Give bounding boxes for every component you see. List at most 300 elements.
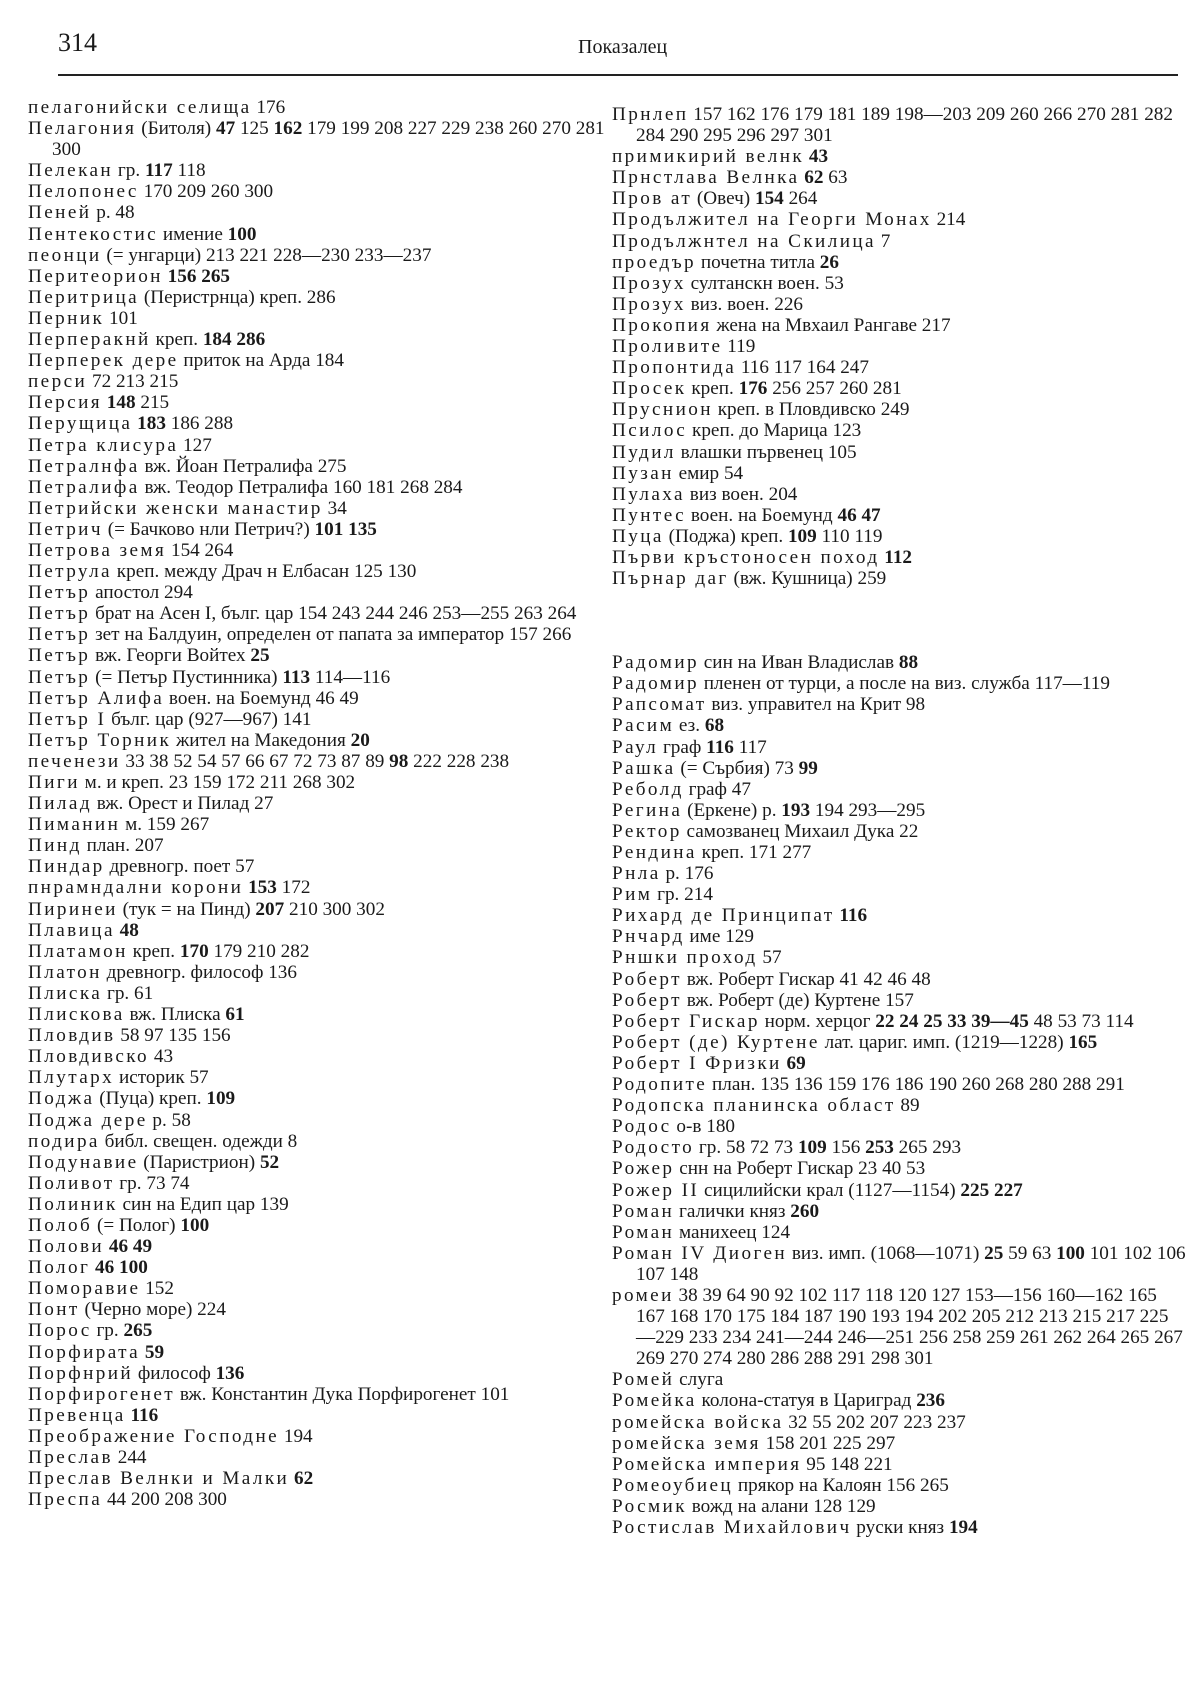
- entry-headword: перси: [28, 371, 88, 393]
- entry-references: 46 49: [108, 1236, 153, 1258]
- entry-references: 153 172: [248, 877, 311, 899]
- entry-headword: Подунавие: [28, 1151, 139, 1173]
- index-entry: [612, 884, 1187, 905]
- entry-references: 34: [322, 497, 347, 519]
- index-entry: [28, 224, 608, 245]
- index-entry: [28, 371, 608, 392]
- entry-references: султанскн воен. 53: [685, 272, 844, 294]
- index-entry: [612, 336, 1187, 357]
- entry-headword: Проливите: [612, 336, 723, 358]
- entry-references: бълг. цар (927—967) 141: [106, 708, 312, 730]
- index-entry: [28, 1363, 608, 1384]
- entry-references: креп. 184 286: [150, 329, 266, 351]
- entry-headword: Ректор: [612, 820, 682, 842]
- entry-references: брат на Асен I, бълг. цар 154 243 244 246 253—255 263 264: [90, 603, 577, 625]
- entry-headword: Пловдивско: [28, 1046, 150, 1068]
- entry-headword: Перитеорион: [28, 265, 163, 287]
- entry-references: (вж. Кушница) 259: [728, 568, 887, 590]
- entry-references: 119: [722, 336, 756, 358]
- entry-headword: Петрова земя: [28, 539, 167, 561]
- entry-references: историк 57: [114, 1067, 209, 1089]
- index-entry: [28, 1004, 608, 1025]
- entry-headword: Порос: [28, 1320, 92, 1342]
- entry-headword: Преспа: [28, 1489, 103, 1511]
- entry-headword: Рнла: [612, 863, 661, 885]
- entry-headword: Прозух: [612, 293, 686, 315]
- entry-references: р. 176: [660, 863, 714, 885]
- entry-references: 57: [757, 947, 782, 969]
- entry-references: креп. 171 277: [696, 842, 812, 863]
- index-entry: [612, 209, 1187, 230]
- index-entry: [612, 715, 1187, 736]
- index-entry: [612, 378, 1187, 399]
- entry-headword: Порфирата: [28, 1341, 141, 1363]
- index-entry: [28, 688, 608, 709]
- entry-references: 43: [149, 1046, 174, 1068]
- entry-headword: пнрамндални корони: [28, 877, 244, 899]
- entry-headword: подира: [28, 1130, 100, 1152]
- entry-references: 156 265: [167, 265, 231, 287]
- index-entry: [612, 399, 1187, 420]
- entry-headword: Пеней: [28, 202, 92, 224]
- entry-headword: Роберт: [612, 968, 682, 990]
- entry-references: влашки първенец 105: [675, 441, 857, 463]
- index-entry: [612, 357, 1187, 378]
- entry-headword: Петралнфа: [28, 455, 140, 477]
- entry-headword: Плиска: [28, 982, 103, 1004]
- entry-references: креп. между Драч н Елбасан 125 130: [111, 561, 417, 583]
- entry-references: 44 200 208 300: [102, 1489, 227, 1511]
- entry-references: 59: [144, 1341, 165, 1363]
- entry-headword: Рим: [612, 884, 653, 906]
- index-entry: [28, 498, 608, 519]
- entry-headword: Родосто: [612, 1137, 695, 1159]
- index-entry: [28, 287, 608, 308]
- index-entry: [612, 1011, 1187, 1032]
- index-entry: [612, 673, 1187, 694]
- entry-references: 89: [895, 1095, 920, 1117]
- entry-references: граф 47: [683, 778, 751, 800]
- index-entry: [28, 1067, 608, 1088]
- entry-headword: Родопска планинска област: [612, 1095, 896, 1117]
- entry-headword: Роберт I Фризки: [612, 1052, 782, 1074]
- entry-headword: Полиник: [28, 1193, 118, 1215]
- entry-references: 33 38 52 54 57 66 67 72 73 87 89 98 222 228 238: [120, 750, 510, 772]
- index-entry: [612, 969, 1187, 990]
- index-entry: [28, 709, 608, 730]
- index-entry: [612, 273, 1187, 294]
- entry-headword: Перперек дере: [28, 350, 179, 372]
- entry-references: 48: [119, 919, 139, 941]
- index-entry: [612, 1496, 1187, 1517]
- entry-references: м. 159 267: [120, 814, 210, 836]
- entry-headword: Пропонтида: [612, 357, 737, 379]
- index-entry: [28, 1088, 608, 1109]
- index-entry: [28, 1025, 608, 1046]
- index-entry: [28, 1131, 608, 1152]
- index-entry: [612, 1243, 1187, 1285]
- entry-references: манихеец 124: [674, 1221, 791, 1243]
- index-entry: [28, 772, 608, 793]
- index-entry: [612, 1412, 1187, 1433]
- entry-references: жител на Македония 20: [171, 729, 370, 751]
- entry-headword: Петрула: [28, 561, 112, 583]
- entry-headword: Ромей: [612, 1369, 675, 1391]
- entry-references: 170 209 260 300: [138, 181, 274, 203]
- entry-references: виз. воен. 226: [685, 293, 804, 315]
- entry-references: виз. имп. (1068—1071) 25 59 63 100 101 102 106 107 148: [636, 1242, 1186, 1285]
- index-entry: [612, 420, 1187, 441]
- entry-references: (= Полог) 100: [92, 1214, 210, 1236]
- entry-references: пленен от турци, а после на виз. служба 117—119: [698, 673, 1110, 695]
- entry-references: норм. херцог 22 24 25 33 39—45 48 53 73 114: [759, 1010, 1134, 1032]
- entry-references: вожд на алани 128 129: [686, 1495, 876, 1517]
- index-entry: [28, 751, 608, 772]
- entry-references: (Еркене) р. 193 194 293—295: [682, 799, 926, 821]
- entry-headword: Просек: [612, 378, 687, 400]
- index-entry: [28, 1342, 608, 1363]
- entry-references: (Битоля) 47 125 162 179 199 208 227 229 238 260 270 281 300: [52, 118, 605, 161]
- entry-headword: Рожер: [612, 1158, 675, 1180]
- entry-headword: проедър: [612, 251, 697, 273]
- index-entry: [28, 899, 608, 920]
- index-entry: [612, 1137, 1187, 1158]
- index-column-right: [612, 104, 1187, 1538]
- index-entry: [28, 1110, 608, 1131]
- index-entry: [612, 694, 1187, 715]
- entry-headword: Петралифа: [28, 476, 140, 498]
- entry-headword: Прокопия: [612, 314, 712, 336]
- entry-references: имение 100: [158, 223, 257, 245]
- entry-headword: печенези: [28, 750, 121, 772]
- entry-references: 58 97 135 156: [115, 1025, 231, 1047]
- entry-references: син на Иван Владислав 88: [698, 652, 919, 674]
- entry-references: гр. 265: [91, 1320, 153, 1342]
- entry-references: апостол 294: [90, 582, 193, 604]
- index-entry: [28, 413, 608, 434]
- entry-headword: Пентекостис: [28, 223, 159, 245]
- index-column-left: [28, 97, 608, 1510]
- entry-references: син на Едип цар 139: [117, 1193, 289, 1215]
- index-entry: [28, 1320, 608, 1341]
- entry-headword: Понт: [28, 1299, 80, 1321]
- index-entry: [28, 181, 608, 202]
- entry-references: самозванец Михаил Дука 22: [681, 820, 919, 842]
- entry-headword: Плутарх: [28, 1067, 115, 1089]
- index-entry: [28, 920, 608, 941]
- entry-headword: Продължнтел на Скилица: [612, 230, 876, 252]
- entry-headword: Пиманин: [28, 814, 121, 836]
- index-entry: [28, 519, 608, 540]
- entry-references: зет на Балдуин, определен от папата за император 157 266: [90, 624, 572, 646]
- entry-headword: Роман: [612, 1221, 675, 1243]
- entry-references: (Перистрнца) креп. 286: [139, 286, 336, 308]
- entry-references: 7: [875, 230, 891, 252]
- entry-references: вж. Йоан Петралифа 275: [139, 455, 347, 477]
- entry-headword: Пров ат: [612, 188, 693, 210]
- index-entry: [28, 540, 608, 561]
- entry-headword: Радомир: [612, 652, 699, 674]
- index-entry: [612, 1222, 1187, 1243]
- entry-headword: Поливот: [28, 1172, 115, 1194]
- entry-references: 116 117 164 247: [736, 357, 869, 379]
- entry-headword: Полоб: [28, 1214, 93, 1236]
- entry-references: (Пуца) креп. 109: [94, 1088, 236, 1110]
- entry-headword: Регина: [612, 799, 683, 821]
- index-entry: [612, 1285, 1187, 1369]
- index-entry: [28, 730, 608, 751]
- entry-headword: Ромейска империя: [612, 1453, 802, 1475]
- index-entry: [612, 442, 1187, 463]
- entry-headword: Рншки проход: [612, 947, 758, 969]
- entry-headword: Роман IV Диоген: [612, 1242, 788, 1264]
- entry-references: библ. свещен. одежди 8: [99, 1130, 298, 1152]
- index-entry: [28, 983, 608, 1004]
- entry-references: 38 39 64 90 92 102 117 118 120 127 153—156 160—162 165 167 168 170 175 184 187 190 193 194 202 205 212 213 215 217 225—229 233 234 241—244 246—251 256 258 259 261 262 264 265 267 269 270 274 280 286 288 291 298 301: [636, 1284, 1183, 1370]
- entry-references: вж. Константин Дука Порфирогенет 101: [175, 1383, 510, 1405]
- entry-headword: Родос: [612, 1116, 672, 1138]
- entry-headword: Расим: [612, 715, 675, 737]
- index-entry: [612, 463, 1187, 484]
- entry-headword: примикирий велнк: [612, 146, 805, 168]
- entry-references: сицилийски крал (1127—1154) 225 227: [699, 1179, 1023, 1201]
- entry-references: гр. 214: [652, 884, 713, 906]
- entry-references: граф 116 117: [658, 736, 767, 758]
- entry-references: (тук = на Пинд) 207 210 300 302: [117, 898, 385, 920]
- index-entry: [612, 1475, 1187, 1496]
- entry-headword: Родопите: [612, 1074, 708, 1096]
- entry-headword: Роберт: [612, 989, 682, 1011]
- index-entry: [28, 118, 608, 160]
- entry-headword: Перник: [28, 307, 105, 329]
- entry-headword: Пруснион: [612, 399, 713, 421]
- entry-headword: Прозух: [612, 272, 686, 294]
- index-entry: [612, 1433, 1187, 1454]
- index-entry: [28, 1468, 608, 1489]
- entry-references: (Черно море) 224: [79, 1299, 226, 1321]
- index-entry: [28, 835, 608, 856]
- entry-references: виз воен. 204: [684, 483, 798, 505]
- entry-references: р. 58: [147, 1109, 191, 1131]
- entry-headword: Пунтес: [612, 504, 687, 526]
- index-entry: [612, 947, 1187, 968]
- index-entry: [612, 990, 1187, 1011]
- index-entry: [28, 350, 608, 371]
- index-entry: [28, 1236, 608, 1257]
- entry-references: 183 186 288: [137, 413, 234, 435]
- index-entry: [612, 652, 1187, 673]
- entry-headword: Платамон: [28, 940, 128, 962]
- entry-headword: Роман: [612, 1200, 675, 1222]
- index-entry: [612, 104, 1187, 146]
- index-entry: [28, 1384, 608, 1405]
- entry-references: вж. Роберт (де) Куртене 157: [681, 989, 914, 1011]
- entry-headword: Петър: [28, 624, 91, 646]
- index-entry: [28, 245, 608, 266]
- index-entry: [612, 758, 1187, 779]
- running-title: Показалец: [578, 36, 668, 58]
- entry-references: 157 162 176 179 181 189 198—203 209 260 266 270 281 282 284 290 295 296 297 301: [636, 104, 1173, 147]
- entry-references: 95 148 221: [801, 1453, 893, 1475]
- entry-headword: Пулаха: [612, 483, 685, 505]
- entry-headword: Плискова: [28, 1004, 125, 1026]
- entry-references: гр. 73 74: [114, 1172, 190, 1194]
- entry-headword: Петър: [28, 603, 91, 625]
- entry-headword: Петър Торник: [28, 729, 172, 751]
- entry-headword: Преображение Господне: [28, 1425, 280, 1447]
- entry-references: философ 136: [133, 1362, 245, 1384]
- entry-references: име 129: [684, 926, 754, 948]
- index-entry: [28, 308, 608, 329]
- entry-references: 152: [140, 1278, 174, 1300]
- entry-headword: Пелагония: [28, 118, 137, 140]
- entry-headword: Перущица: [28, 413, 133, 435]
- entry-references: креп. до Марица 123: [687, 420, 862, 442]
- index-entry: [612, 252, 1187, 273]
- entry-headword: Платон: [28, 961, 102, 983]
- entry-references: 101: [104, 307, 138, 329]
- index-entry: [28, 1405, 608, 1426]
- entry-headword: Преслав: [28, 1447, 113, 1468]
- index-entry: [28, 1447, 608, 1468]
- entry-headword: Прнлеп: [612, 104, 689, 125]
- entry-headword: Ростислав Михайлович: [612, 1517, 852, 1538]
- index-entry: [612, 863, 1187, 884]
- entry-headword: Петрич: [28, 518, 103, 540]
- entry-references: 46 100: [95, 1257, 148, 1279]
- index-entry: [28, 477, 608, 498]
- entry-references: древногр. поет 57: [104, 856, 255, 878]
- entry-headword: Пърнар даг: [612, 568, 729, 590]
- entry-references: галички княз 260: [674, 1200, 820, 1222]
- entry-headword: Рапсомат: [612, 694, 707, 716]
- entry-headword: Рихард де Принципат: [612, 905, 835, 927]
- index-entry: [28, 941, 608, 962]
- entry-references: 112: [884, 546, 913, 568]
- index-entry: [612, 1074, 1187, 1095]
- entry-references: план. 135 136 159 176 186 190 260 268 280 288 291: [707, 1074, 1125, 1096]
- entry-headword: Петър: [28, 582, 91, 604]
- entry-headword: Порфирогенет: [28, 1383, 176, 1405]
- index-entry: [28, 793, 608, 814]
- entry-references: 43: [808, 146, 829, 168]
- index-entry: [612, 800, 1187, 821]
- index-entry: [28, 1152, 608, 1173]
- entry-headword: Преслав Велнки и Малки: [28, 1468, 290, 1490]
- entry-headword: Първи кръстоносен поход: [612, 546, 880, 568]
- entry-headword: Рашка: [612, 757, 676, 779]
- entry-headword: Продължител на Георги Монах: [612, 209, 932, 231]
- entry-references: 116: [839, 905, 868, 927]
- entry-headword: Пиги: [28, 772, 80, 793]
- entry-references: гр. 117 118: [113, 160, 206, 182]
- entry-headword: Петрийски женски манастир: [28, 497, 323, 519]
- entry-headword: Рнчард: [612, 926, 685, 948]
- entry-references: воен. на Боемунд 46 49: [164, 687, 359, 709]
- entry-references: снн на Роберт Гискар 23 40 53: [674, 1158, 926, 1180]
- entry-references: гр. 61: [102, 982, 154, 1004]
- index-entry: [28, 1489, 608, 1510]
- index-entry: [612, 926, 1187, 947]
- index-entry: [612, 1369, 1187, 1390]
- entry-headword: Перитрица: [28, 286, 140, 308]
- entry-headword: Ромейка: [612, 1390, 697, 1412]
- entry-headword: Пелекан: [28, 160, 114, 182]
- index-entry: [612, 821, 1187, 842]
- index-entry: [28, 561, 608, 582]
- entry-references: гр. 58 72 73 109 156 253 265 293: [694, 1137, 962, 1159]
- index-entry: [28, 1426, 608, 1447]
- section-gap: [612, 589, 1187, 652]
- entry-headword: ромеи: [612, 1284, 674, 1306]
- index-entry: [28, 1173, 608, 1194]
- index-entry: [612, 167, 1187, 188]
- index-entry: [28, 624, 608, 645]
- entry-references: р. 48: [91, 202, 135, 224]
- index-entry: [612, 547, 1187, 568]
- index-entry: [612, 1201, 1187, 1222]
- entry-headword: Поморавие: [28, 1278, 141, 1300]
- entry-references: слуга: [674, 1369, 724, 1391]
- entry-references: вж. Георги Войтех 25: [90, 645, 270, 667]
- entry-references: (Паристрион) 52: [138, 1151, 280, 1173]
- entry-references: м. и креп. 23 159 172 211 268 302: [79, 772, 356, 793]
- entry-headword: Поджа дере: [28, 1109, 148, 1131]
- index-entry: [28, 1278, 608, 1299]
- index-entry: [28, 814, 608, 835]
- entry-references: 32 55 202 207 223 237: [783, 1411, 966, 1433]
- entry-references: о-в 180: [671, 1116, 736, 1138]
- entry-references: виз. управител на Крит 98: [706, 694, 926, 716]
- entry-references: 158 201 225 297: [760, 1432, 896, 1454]
- index-entry: [28, 160, 608, 181]
- entry-references: 116: [130, 1404, 159, 1426]
- index-entry: [612, 842, 1187, 863]
- entry-headword: Петра клисура: [28, 434, 179, 456]
- entry-references: 62: [294, 1468, 314, 1490]
- entry-headword: Персия: [28, 392, 102, 414]
- entry-headword: Полови: [28, 1236, 105, 1258]
- entry-headword: Пинд: [28, 835, 82, 857]
- index-entry: [612, 294, 1187, 315]
- entry-headword: Петър: [28, 645, 91, 667]
- entry-references: 154 264: [166, 539, 234, 561]
- index-entry: [612, 188, 1187, 209]
- index-entry: [28, 266, 608, 287]
- index-entry: [28, 329, 608, 350]
- entry-headword: Пиндар: [28, 856, 105, 878]
- entry-references: креп. 170 179 210 282: [127, 940, 310, 962]
- index-entry: [612, 568, 1187, 589]
- entry-headword: Пелопонес: [28, 181, 139, 203]
- index-entry: [28, 97, 608, 118]
- entry-headword: Порфнрий: [28, 1362, 134, 1384]
- entry-headword: Полог: [28, 1257, 91, 1279]
- entry-headword: Прнстлава Велнка: [612, 167, 800, 189]
- index-entry: [28, 582, 608, 603]
- entry-headword: Реболд: [612, 778, 684, 800]
- entry-headword: Пудил: [612, 441, 676, 463]
- entry-headword: Псилос: [612, 420, 688, 442]
- entry-headword: Пуца: [612, 525, 664, 547]
- entry-headword: Ромеоубиец: [612, 1474, 734, 1496]
- entry-references: (Поджа) креп. 109 110 119: [663, 525, 883, 547]
- index-entry: [612, 484, 1187, 505]
- entry-references: креп. в Пловдивско 249: [712, 399, 910, 421]
- index-entry: [28, 435, 608, 456]
- entry-references: (= унгарци) 213 221 228—230 233—237: [101, 244, 432, 266]
- entry-headword: Поджа: [28, 1088, 95, 1110]
